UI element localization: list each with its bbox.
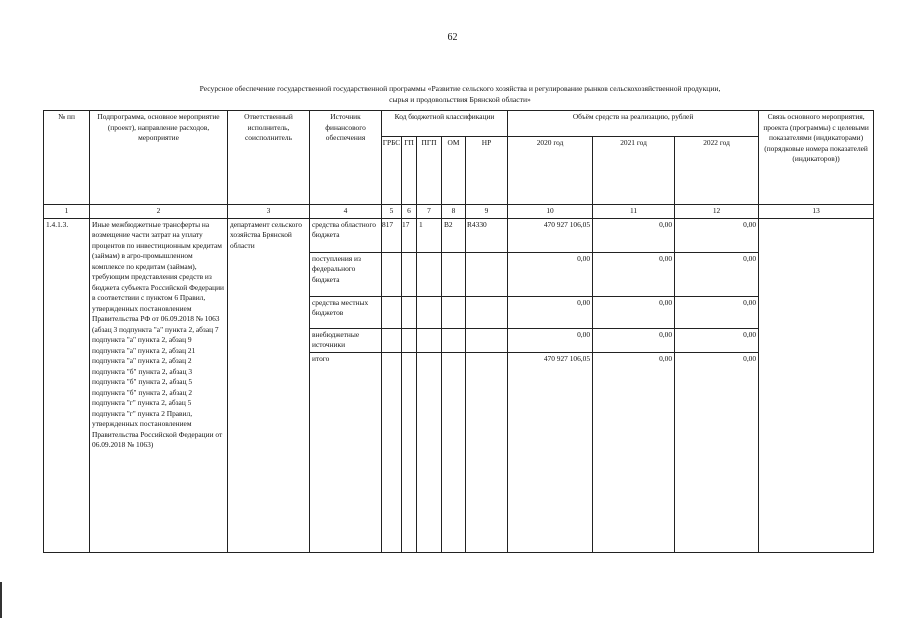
col-number: 9 xyxy=(466,205,508,219)
link-cell xyxy=(759,218,874,552)
col-number: 11 xyxy=(593,205,675,219)
value-2021: 0,00 xyxy=(593,352,675,552)
col-number: 10 xyxy=(508,205,593,219)
col-number: 5 xyxy=(382,205,402,219)
scan-edge-mark xyxy=(0,582,2,618)
row-responsible: департамент сельского хозяйства Брянской области xyxy=(228,218,310,552)
value-2020: 470 927 106,05 xyxy=(508,352,593,552)
source-name: внебюджетные источники xyxy=(310,328,382,352)
header-2021: 2021 год xyxy=(593,137,675,205)
col-number: 6 xyxy=(402,205,417,219)
value-2021: 0,00 xyxy=(593,328,675,352)
header-nr: НР xyxy=(466,137,508,205)
header-2020: 2020 год xyxy=(508,137,593,205)
header-budget-code: Код бюджетной классификации xyxy=(382,111,508,137)
value-2021: 0,00 xyxy=(593,218,675,252)
value-2022: 0,00 xyxy=(675,252,759,296)
header-volume: Объём средств на реализацию, рублей xyxy=(508,111,759,137)
source-name: поступления из федерального бюджета xyxy=(310,252,382,296)
resource-table xyxy=(43,110,874,553)
code-om: В2 xyxy=(442,218,466,252)
header-2022: 2022 год xyxy=(675,137,759,205)
col-number: 4 xyxy=(310,205,382,219)
col-number: 7 xyxy=(417,205,442,219)
header-om: ОМ xyxy=(442,137,466,205)
code-nr: R4330 xyxy=(466,218,508,252)
value-2021: 0,00 xyxy=(593,252,675,296)
col-number: 3 xyxy=(228,205,310,219)
col-number: 8 xyxy=(442,205,466,219)
header-source: Источник финансового обеспечения xyxy=(310,111,382,205)
value-2020: 0,00 xyxy=(508,328,593,352)
value-2022: 0,00 xyxy=(675,352,759,552)
code-grbs: 817 xyxy=(382,218,402,252)
row-number: 1.4.1.3. xyxy=(44,218,90,552)
table-row xyxy=(44,218,874,252)
value-2022: 0,00 xyxy=(675,218,759,252)
value-2020: 470 927 106,05 xyxy=(508,218,593,252)
header-num: № пп xyxy=(44,111,90,205)
page-number: 62 xyxy=(447,32,458,43)
col-number: 12 xyxy=(675,205,759,219)
value-2022: 0,00 xyxy=(675,328,759,352)
title-line-2: сырья и продовольствия Брянской области» xyxy=(389,95,531,104)
column-numbers-row xyxy=(44,205,874,219)
title-line-1: Ресурсное обеспечение государственной государственной программы «Развитие сельского хозяйства и регулирование рынков сельскохозяйственной продукции, xyxy=(199,84,721,93)
row-description: Иные межбюджетные трансферты на возмещение части затрат на уплату процентов по инвестиционным кредитам (займам) в агро-промышленном комплексе по кредитам (займам), требующим представления средств из бюджета субъекта Российской Федерации в соответствии с пунктом 6 Правил, утвержденных постановлением Правительства РФ от 06.09.2018 № 1063 (абзац 3 подпункта "а" пункта 2, абзац 7 подпункта "а" пункта 2, абзац 9 подпункта "а" пункта 2, абзац 21 подпункта "а" пункта 2, абзац 2 подпункта "б" пункта 2, абзац 3 подпункта "б" пункта 2, абзац 5 подпункта "б" пункта 2, абзац 2 подпункта "г" пункта 2, абзац 5 подпункта "г" пункта 2 Правил, утвержденных постановлением Правительства Российской Федерации от 06.09.2018 № 1063) xyxy=(90,218,228,552)
header-pgp: ПГП xyxy=(417,137,442,205)
source-name: средства областного бюджета xyxy=(310,218,382,252)
value-2020: 0,00 xyxy=(508,296,593,328)
value-2022: 0,00 xyxy=(675,296,759,328)
header-responsible: Ответственный исполнитель, соисполнитель xyxy=(228,111,310,205)
header-link: Связь основного мероприятия, проекта (программы) с целевыми показателями (индикаторами) (порядковые номера показателей (индикаторов)) xyxy=(759,111,874,205)
document-title xyxy=(80,83,840,105)
value-2021: 0,00 xyxy=(593,296,675,328)
header-subprogram: Подпрограмма, основное мероприятие (проект), направление расходов, мероприятие xyxy=(90,111,228,205)
header-gp: ГП xyxy=(402,137,417,205)
col-number: 13 xyxy=(759,205,874,219)
code-pgp: 1 xyxy=(417,218,442,252)
source-name: средства местных бюджетов xyxy=(310,296,382,328)
col-number: 1 xyxy=(44,205,90,219)
code-gp: 17 xyxy=(402,218,417,252)
value-2020: 0,00 xyxy=(508,252,593,296)
col-number: 2 xyxy=(90,205,228,219)
source-name: итого xyxy=(310,352,382,552)
header-grbs: ГРБС xyxy=(382,137,402,205)
